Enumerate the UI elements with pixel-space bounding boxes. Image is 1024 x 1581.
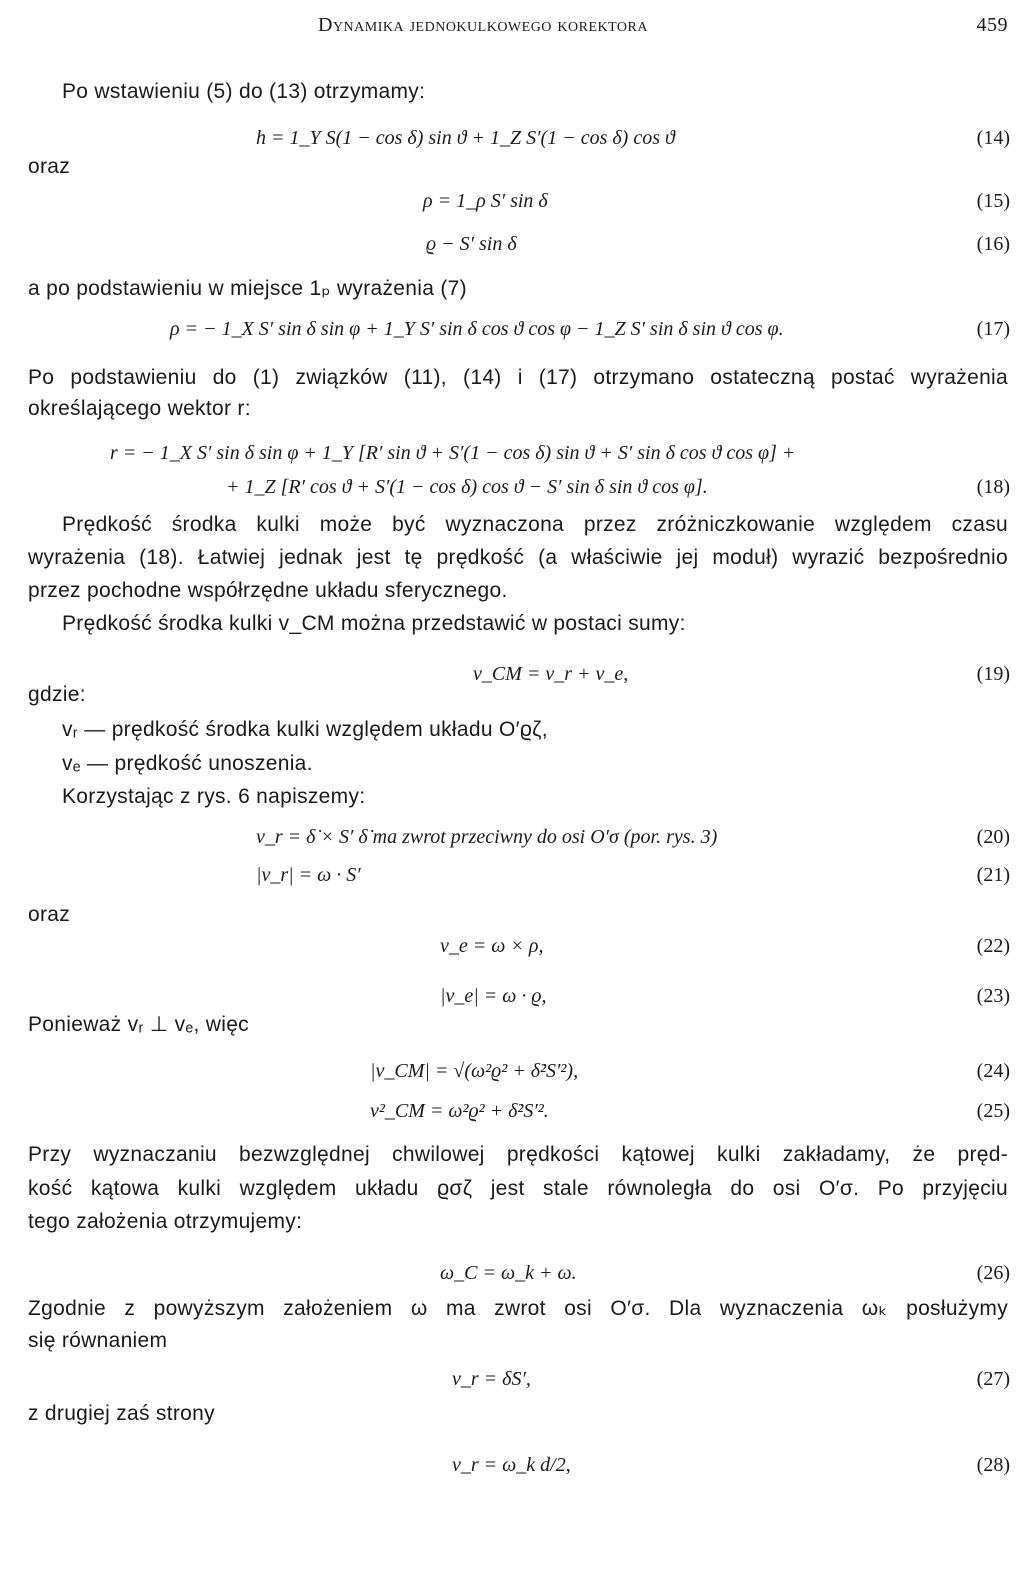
equation-number-14: (14) [976,127,1010,149]
equation-17: ρ = − 1_X S′ sin δ sin φ + 1_Y S′ sin δ cos ϑ cos φ − 1_Z S′ sin δ sin ϑ cos φ. [170,318,784,340]
equation-number-16: (16) [976,233,1010,255]
equation-number-26: (26) [976,1262,1010,1284]
equation-number-25: (25) [976,1100,1010,1122]
page-number: 459 [976,14,1008,36]
equation-number-19: (19) [976,663,1010,685]
equation-number-17: (17) [976,318,1010,340]
running-title: Dynamika jednokulkowego korektora [318,14,648,36]
a-po-line: a po podstawieniu w miejsce 1ₚ wyrażenia (7) [28,277,467,300]
equation-28: v_r = ω_k d/2, [452,1454,571,1476]
equation-number-20: (20) [976,826,1010,848]
equation-number-28: (28) [976,1454,1010,1476]
paragraph-3-line: Prędkość środka kulki v_CM można przedstawić w postaci sumy: [62,612,686,635]
equation-24: |v_CM| = √(ω²ϱ² + δ̇²S′²), [370,1060,579,1082]
equation-15: ρ = 1_ρ S′ sin δ [423,190,548,212]
equation-23: |v_e| = ω · ϱ, [440,985,547,1007]
oraz-line-1: oraz [28,155,71,178]
equation-number-24: (24) [976,1060,1010,1082]
equation-14: h = 1_Y S(1 − cos δ) sin ϑ + 1_Z S′(1 − cos δ) cos ϑ [256,127,675,149]
page-header [28,8,1010,42]
equation-19: v_CM = v_r + v_e, [473,663,629,685]
equation-21: |v_r| = ω · S′ [256,864,361,886]
equation-number-21: (21) [976,864,1010,886]
paragraph-1-line-1: Po podstawieniu do (1) związków (11), (14) i (17) otrzymano ostateczną postać wyrażenia [28,366,1008,389]
equation-18b: + 1_Z [R′ cos ϑ + S′(1 − cos δ) cos ϑ − S′ sin δ sin ϑ cos φ]. [226,476,708,498]
equation-number-18: (18) [976,476,1010,498]
equation-26: ω_C = ω_k + ω. [440,1262,577,1284]
definition-vr: vᵣ — prędkość środka kulki względem układu O′ϱζ, [62,718,548,741]
paragraph-4-line-1: Przy wyznaczaniu bezwzględnej chwilowej prędkości kątowej kulki zakładamy, że pręd- [28,1143,1008,1166]
equation-27: v_r = δ̇S′, [452,1368,531,1390]
intro-line: Po wstawieniu (5) do (13) otrzymamy: [62,80,426,103]
equation-16: ϱ − S′ sin δ [426,233,517,255]
equation-number-15: (15) [976,190,1010,212]
paragraph-5-line-2: się równaniem [28,1329,168,1352]
equation-number-27: (27) [976,1368,1010,1390]
definition-ve: vₑ — prędkość unoszenia. [62,752,313,775]
equation-18a: r = − 1_X S′ sin δ sin φ + 1_Y [R′ sin ϑ + S′(1 − cos δ) sin ϑ + S′ sin δ cos ϑ cos φ] + [110,442,796,464]
equation-number-22: (22) [976,935,1010,957]
equation-22: v_e = ω × ρ, [440,935,544,957]
equation-25: v²_CM = ω²ϱ² + δ̇²S′². [370,1100,549,1122]
korzystajac-line: Korzystając z rys. 6 napiszemy: [62,785,366,808]
poniewaz-line: Ponieważ vᵣ ⊥ vₑ, więc [28,1013,249,1036]
paragraph-4-line-2: kość kątowa kulki względem układu ϱσζ jest stale równoległa do osi O′σ. Po przyjęciu [28,1177,1008,1200]
z-drugiej-line: z drugiej zaś strony [28,1402,215,1425]
gdzie-line: gdzie: [28,683,86,706]
paragraph-5-line-1: Zgodnie z powyższym założeniem ω ma zwrot osi O′σ. Dla wyznaczenia ωₖ posłużymy [28,1297,1008,1320]
paragraph-2-line-3: przez pochodne współrzędne układu sferycznego. [28,579,508,602]
paragraph-2-line-2: wyrażenia (18). Łatwiej jednak jest tę prędkość (a właściwie jej moduł) wyrazić bezpośrednio [28,546,1008,569]
paragraph-1-line-2: określającego wektor r: [28,397,251,420]
equation-20: v_r = δ̇ × S′ δ̇ ma zwrot przeciwny do osi O′σ (por. rys. 3) [256,826,718,848]
paragraph-4-line-3: tego założenia otrzymujemy: [28,1210,303,1233]
oraz-line-2: oraz [28,903,71,926]
paragraph-2-line-1: Prędkość środka kulki może być wyznaczona przez zróżniczkowanie względem czasu [62,513,1008,536]
equation-number-23: (23) [976,985,1010,1007]
